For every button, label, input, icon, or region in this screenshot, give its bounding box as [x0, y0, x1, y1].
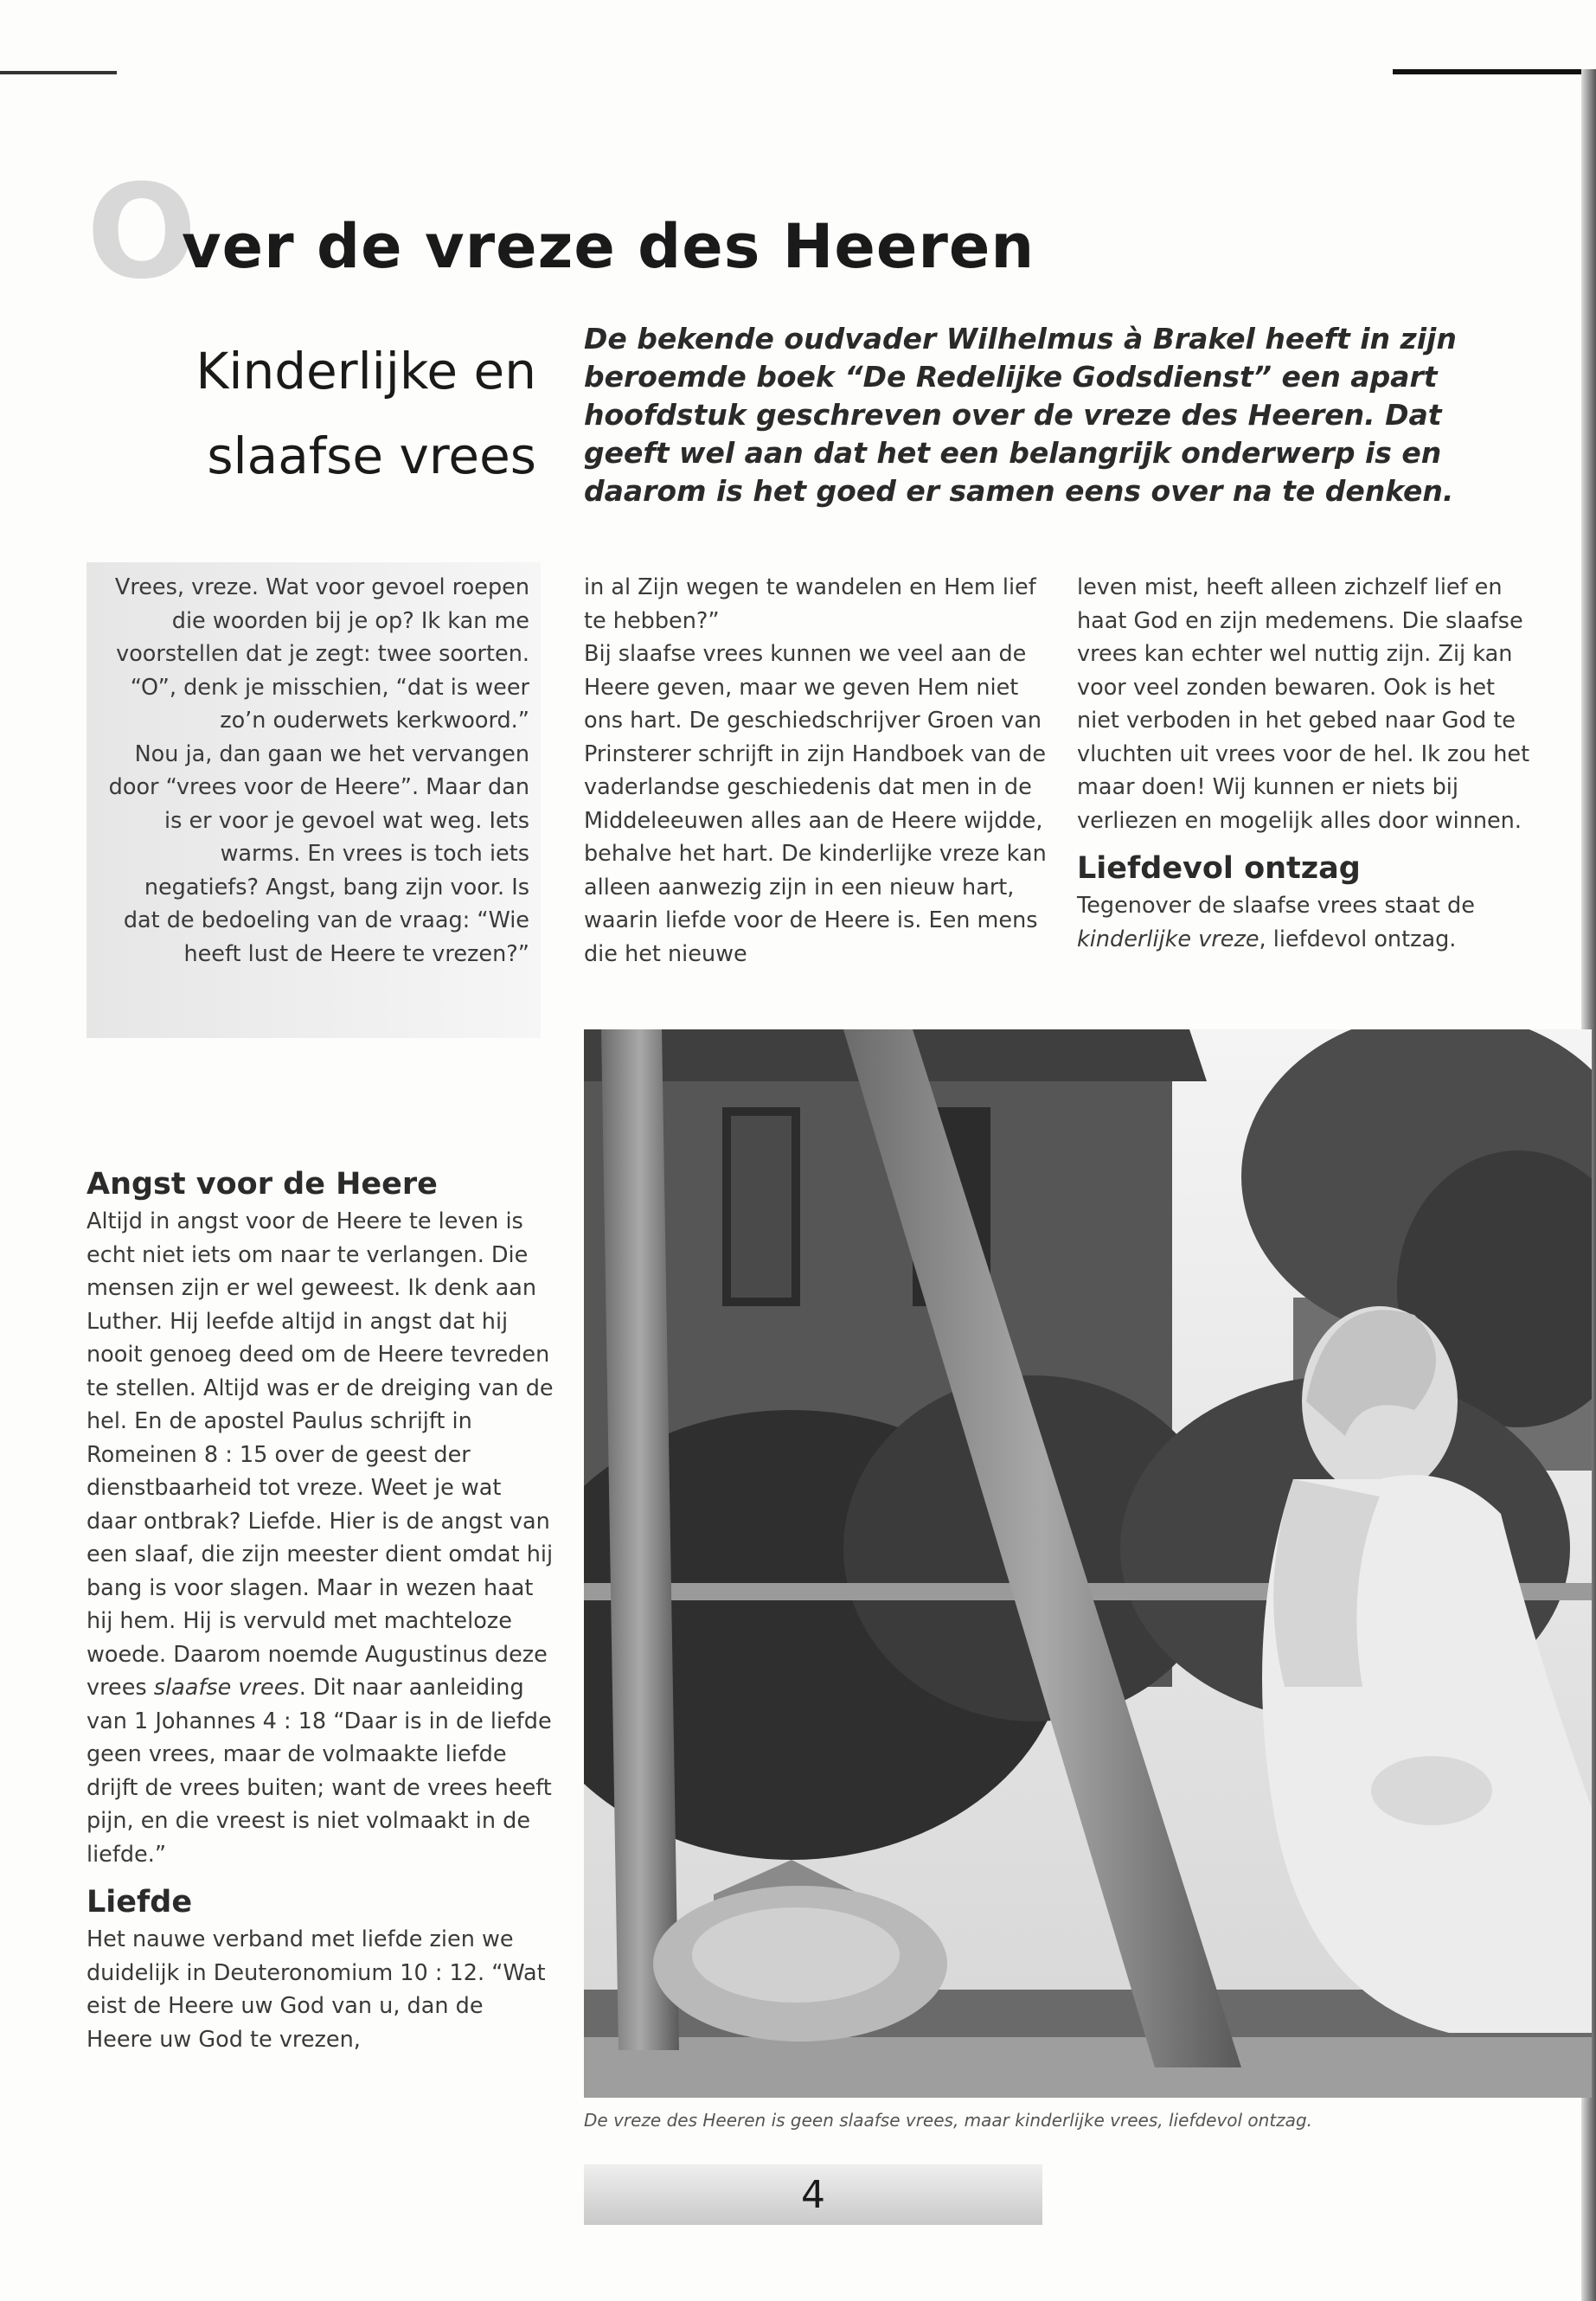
heading-liefde: Liefde — [87, 1885, 193, 1920]
page-edge-top-left — [0, 71, 117, 74]
column-right — [1077, 571, 1544, 956]
subtitle-line-1: Kinderlijke en — [195, 342, 536, 401]
paragraph-angst-emphasis: slaafse vrees — [153, 1675, 299, 1701]
paragraph-right-1: leven mist, heeft alleen zichzelf lief en haat God en zijn medemens. Die slaafse vrees kan echter wel nuttig zijn. Zij kan voor veel zonden bewaren. Ook is het niet verboden in het gebed naar God te vluchten uit vrees voor de hel. Ik zou het maar doen! Wij kunnen er niets bij verliezen en mogelijk alles door winnen. — [1077, 574, 1530, 834]
page-edge-top-right — [1393, 69, 1596, 74]
paragraph-angst — [87, 1205, 554, 1871]
article-subtitle — [121, 329, 536, 498]
article-photo — [584, 1029, 1592, 2098]
paragraph-mid-2: Bij slaafse vrees kunnen we veel aan de Heere geven, maar we geven Hem niet ons hart. De geschiedschrijver Groen van Prinsterer schrijft in zijn Handboek van de vaderlandse geschiedenis dat men in de Middeleeuwen alles aan de Heere wijdde, behalve het hart. De kinderlijke vreze kan alleen aanwezig zijn in een nieuw hart, waarin liefde voor de Heere is. Een mens die het nieuwe — [584, 641, 1047, 967]
intro-box-text — [102, 571, 529, 971]
box-paragraph-2: Nou ja, dan gaan we het vervangen door “vrees voor de Heere”. Maar dan is er voor je gevoel wat weg. Iets warms. En vrees is toch iets negatiefs? Angst, bang zijn voor. Is dat de bedoeling van de vraag: “Wie heeft lust de Heere te vrezen?” — [108, 740, 529, 967]
paragraph-right-2-emphasis: kinderlijke vreze — [1077, 926, 1259, 952]
title-text: ver de vreze des Heeren — [182, 211, 1035, 282]
paragraph-right-2-text-a: Tegenover de slaafse vrees staat de — [1077, 893, 1475, 919]
paragraph-angst-text-a: Altijd in angst voor de Heere te leven is echt niet iets om naar te verlangen. Die mensen zijn er wel geweest. Ik denk aan Luther. Hij leefde altijd in angst dat hij nooit genoeg deed om de Heere tevreden te stellen. Altijd was er de dreiging van de hel. En de apostel Paulus schrijft in Romeinen 8 : 15 over de geest der dienstbaarheid tot vreze. Weet je wat daar ontbrak? Liefde. Hier is de angst van een slaaf, die zijn meester dient omdat hij bang is voor slagen. Maar in wezen haat hij hem. Hij is vervuld met machteloze woede. Daarom noemde Augustinus deze vrees — [87, 1208, 554, 1701]
paragraph-right-2 — [1077, 889, 1544, 956]
photo-girl-on-bench — [584, 1029, 1592, 2098]
article-title — [87, 157, 1211, 308]
paragraph-liefde: Het nauwe verband met liefde zien we duidelijk in Deuteronomium 10 : 12. “Wat eist de Heere uw God van u, dan de Heere uw God te vrezen, — [87, 1926, 546, 2053]
column-left — [87, 1163, 554, 2056]
paragraph-angst-text-b: . Dit naar aanleiding van 1 Johannes 4 : 18 “Daar is in de liefde geen vrees, maar de volmaakte liefde drijft de vrees buiten; want de vrees heeft pijn, en die vreest is niet volmaakt in de liefde.” — [87, 1675, 552, 1868]
heading-liefdevol-ontzag: Liefdevol ontzag — [1077, 851, 1361, 886]
heading-angst: Angst voor de Heere — [87, 1167, 438, 1202]
column-middle — [584, 571, 1051, 971]
photo-caption: De vreze des Heeren is geen slaafse vrees, maar kinderlijke vrees, liefdevol ontzag. — [584, 2110, 1312, 2131]
page-number: 4 — [801, 2173, 825, 2217]
subtitle-line-2: slaafse vrees — [207, 426, 536, 485]
title-drop-initial: O — [87, 157, 197, 308]
article-intro: De bekende oudvader Wilhelmus à Brakel heeft in zijn beroemde boek “De Redelijke Godsdienst” een apart hoofdstuk geschreven over de vreze des Heeren. Dat geeft wel aan dat het een belangrijk onderwerp is en daarom is het goed er samen eens over na te denken. — [584, 322, 1457, 508]
paragraph-mid-1: in al Zijn wegen te wandelen en Hem lief te hebben?” — [584, 574, 1036, 634]
box-paragraph-1: Vrees, vreze. Wat voor gevoel roepen die woorden bij je op? Ik kan me voorstellen dat je zegt: twee soorten. “O”, denk je misschien, “dat is weer zo’n ouderwets kerkwoord.” — [114, 574, 529, 734]
paragraph-right-2-text-b: , liefdevol ontzag. — [1259, 926, 1457, 952]
